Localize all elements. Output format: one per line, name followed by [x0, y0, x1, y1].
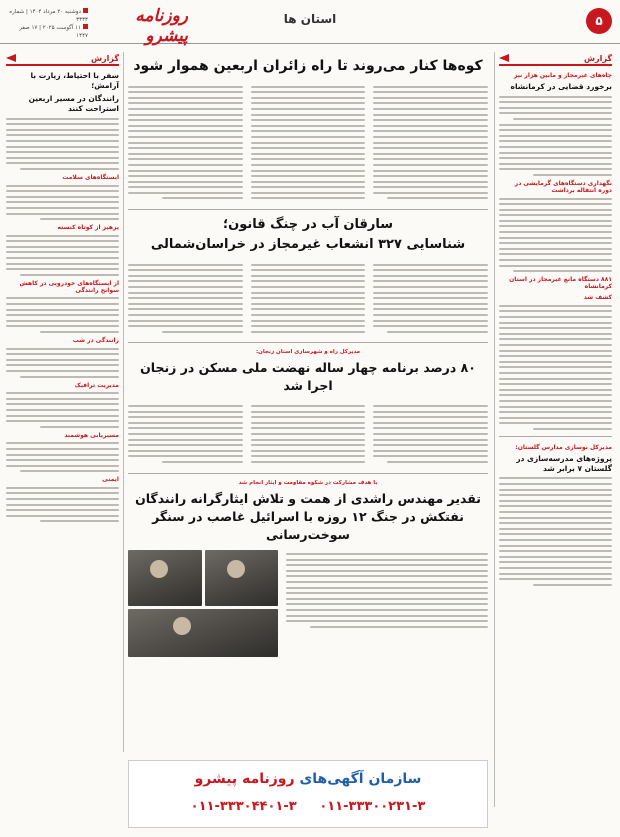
right-column	[494, 52, 612, 807]
article-body	[6, 118, 119, 170]
phone-number: ۰۱۱-۳۳۳۰۴۴۰۱-۳	[190, 799, 297, 814]
article-body	[499, 198, 612, 273]
ad-phones	[129, 799, 487, 814]
article-subhead: ایمنی	[102, 476, 119, 484]
report-tag-label: گزارش	[583, 53, 612, 63]
article-headline: سفر با احتیاط، زیارت با آرامش؛	[30, 71, 119, 90]
article-kicker: مدیرکل راه و شهرسازی استان زنجان:	[255, 349, 361, 356]
report-tag	[499, 52, 612, 66]
article-body	[286, 550, 488, 657]
article-subhead: مسیریابی هوشمند	[64, 431, 119, 439]
article-body	[499, 477, 612, 585]
ad-title-part3: پیشرو	[194, 771, 238, 787]
article-headline: سارقان آب در چنگ قانون؛	[222, 217, 394, 233]
article-headline: ۸۰ درصد برنامه چهار ساله نهضت ملی مسکن در زنجان اجرا شد	[140, 360, 476, 394]
article-subhead: ۸۸۱ دستگاه مانع غیرمجاز در استان کرمانشاه	[509, 276, 612, 291]
article-headline: شناسایی ۳۲۷ انشعاب غیرمجاز در خراسان‌شمالی	[150, 237, 466, 253]
divider	[128, 342, 488, 343]
article-subhead: رانندگی در شب	[72, 337, 119, 344]
dateline-1: دوشنبه ۲۰ مرداد ۱۴۰۴ | شماره ۳۳۳۳	[9, 9, 88, 23]
photo-gallery	[128, 550, 278, 657]
bullet-icon	[83, 8, 88, 13]
article-subhead: مدیریت ترافیک	[74, 381, 119, 389]
news-photo	[128, 550, 202, 606]
article-kicker: مدیرکل نوسازی مدارس گلستان:	[515, 443, 612, 451]
article-headline: برخورد قضایی در کرمانشاه	[510, 82, 612, 91]
article-subhead: پرهیز از کوتاه کنسته	[57, 224, 119, 232]
article-body	[128, 401, 488, 466]
lead-article-body	[128, 82, 488, 203]
article-headline: پروژه‌های مدرسه‌سازی در گلستان ۷ برابر شد	[516, 453, 612, 473]
article-body	[499, 96, 612, 176]
article-headline: رانندگان در مسیر اربعین استراحت کنند	[28, 94, 119, 113]
dateline	[8, 8, 88, 40]
ad-title-part1: سازمان آگهی‌های	[299, 771, 422, 787]
divider	[128, 209, 488, 210]
section-title: استان ها	[283, 12, 337, 26]
article-subhead: از ایستگاه‌های خودرویی در کاهش سوانح رانندگی	[19, 279, 119, 294]
dateline-2: ۱۱ آگوست ۲۰۲۵ | ۱۷ صفر ۱۴۴۷	[19, 25, 88, 39]
article-with-photos	[128, 550, 488, 657]
left-column	[6, 52, 124, 752]
news-photo	[205, 550, 279, 606]
ad-title-part2: روزنامه	[242, 771, 295, 787]
article-subhead: ایستگاه‌های سلامت	[62, 173, 119, 181]
report-tag-label: گزارش	[90, 53, 119, 63]
divider	[128, 473, 488, 474]
newspaper-logo: روزنامه پیشرو	[135, 6, 188, 46]
phone-number: ۰۱۱-۳۳۳۰۰۲۳۱-۳	[319, 799, 426, 814]
ad-banner	[128, 760, 488, 828]
article-body	[128, 260, 488, 336]
masthead	[8, 4, 188, 46]
article-body	[499, 305, 612, 430]
page-header	[0, 0, 620, 44]
article-subhead: کشف شد	[583, 294, 612, 302]
arrow-icon	[6, 54, 16, 62]
article-headline: تقدیر مهندس راشدی از همت و تلاش ایثارگرانه رانندگان نفتکش در جنگ ۱۲ روزه با اسرائیل غاصب در سنگر سوخت‌رسانی	[135, 490, 481, 542]
page-number: ۵	[586, 8, 612, 34]
bullet-icon	[83, 24, 88, 29]
lead-headline: کوه‌ها کنار می‌روند تا راه زائران اربعین هموار شود	[133, 58, 483, 74]
news-photo	[128, 609, 278, 657]
article-kicker: چاه‌های غیرمجاز و مابین هزار نیز	[513, 72, 612, 79]
arrow-icon	[499, 54, 509, 62]
article-kicker: با هدف مشارکت در شکوه مقاومت و ایثار انجام شد	[238, 479, 378, 486]
ad-title	[129, 771, 487, 787]
report-tag	[6, 52, 119, 66]
article-subhead: نگهداری دستگاه‌های گرمایشی در دوره انتقاله برداشت	[514, 179, 612, 194]
main-column	[128, 52, 488, 807]
divider	[499, 436, 612, 437]
